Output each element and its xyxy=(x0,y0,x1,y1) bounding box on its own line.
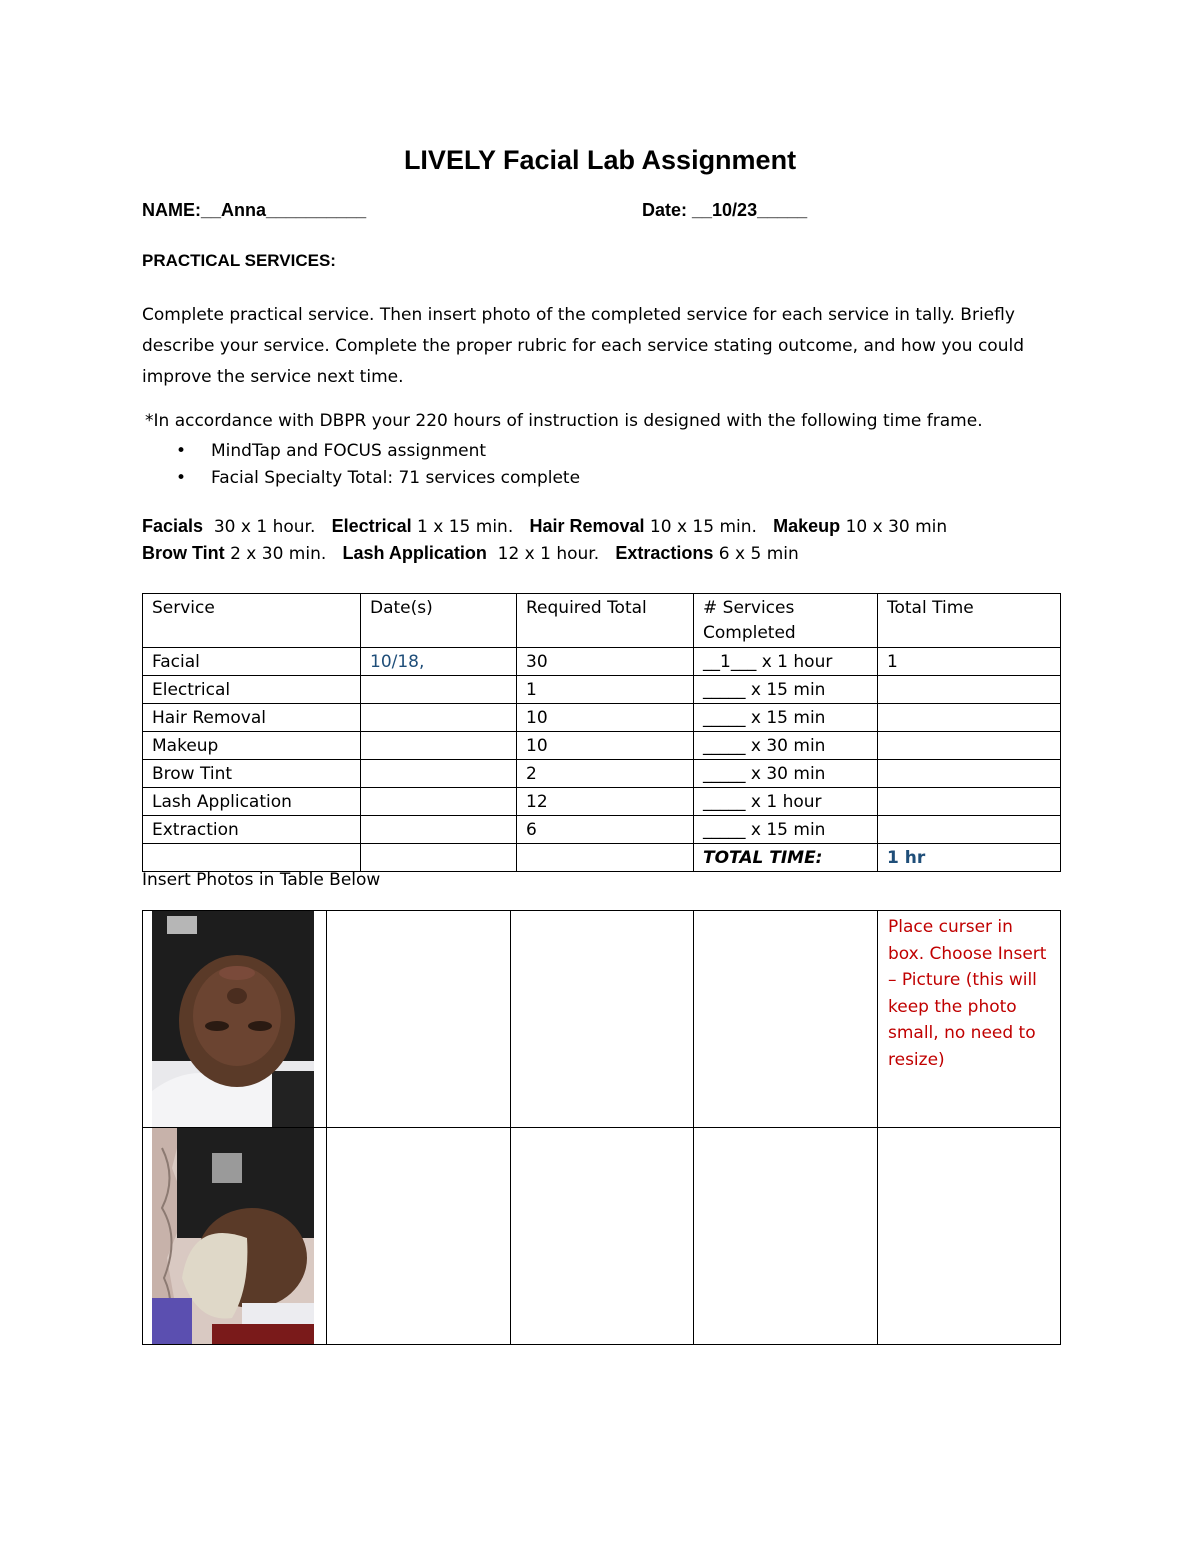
list-item: • Facial Specialty Total: 71 services complete xyxy=(176,468,581,488)
photo-cell[interactable] xyxy=(327,1128,511,1345)
photo-cell[interactable] xyxy=(143,911,327,1128)
table-cell: 1 xyxy=(517,676,694,704)
table-cell: Hair Removal xyxy=(143,704,361,732)
photo-row xyxy=(143,1128,1061,1345)
total-time-value: 1 hr xyxy=(878,844,1061,872)
header-cell: Date(s) xyxy=(361,594,517,648)
table-cell: Facial xyxy=(143,648,361,676)
photo-instructions-note: Place curser in box. Choose Insert – Picture (this will keep the photo small, no need to resize) xyxy=(888,917,1047,1070)
service-summary-line-1 xyxy=(142,516,947,537)
date-field: Date: __10/23_____ xyxy=(642,200,808,220)
facial-photo-2 xyxy=(152,1128,314,1344)
table-row xyxy=(143,816,1061,844)
table-cell: 10/18, xyxy=(361,648,517,676)
photo-table xyxy=(142,910,1061,1345)
table-cell xyxy=(878,760,1061,788)
photo-cell[interactable] xyxy=(511,1128,694,1345)
table-cell xyxy=(878,732,1061,760)
name-field: NAME:__Anna__________ xyxy=(142,200,367,220)
page-title: LIVELY Facial Lab Assignment xyxy=(403,145,797,175)
table-cell: Brow Tint xyxy=(143,760,361,788)
photo-cell[interactable] xyxy=(327,911,511,1128)
service-detail: 2 x 30 min. xyxy=(224,544,338,564)
face-photo-graphic xyxy=(152,1128,314,1344)
table-row xyxy=(143,704,1061,732)
photo-cell[interactable] xyxy=(694,911,878,1128)
service-detail: 10 x 15 min. xyxy=(644,517,768,537)
table-cell: 6 xyxy=(517,816,694,844)
service-detail: 1 x 15 min. xyxy=(411,517,525,537)
total-time-label: TOTAL TIME: xyxy=(694,844,878,872)
table-cell: __1___ x 1 hour xyxy=(694,648,878,676)
table-cell: Lash Application xyxy=(143,788,361,816)
table-cell: 12 xyxy=(517,788,694,816)
table-cell xyxy=(361,788,517,816)
table-row xyxy=(143,732,1061,760)
table-cell xyxy=(361,676,517,704)
photo-cell[interactable] xyxy=(878,1128,1061,1345)
photo-cell[interactable] xyxy=(511,911,694,1128)
table-cell xyxy=(878,816,1061,844)
table-cell xyxy=(878,704,1061,732)
service-detail: 30 x 1 hour. xyxy=(203,517,327,537)
service-detail: 10 x 30 min xyxy=(840,517,948,537)
table-cell: 10 xyxy=(517,732,694,760)
table-cell xyxy=(361,760,517,788)
table-row xyxy=(143,788,1061,816)
insert-photos-label: Insert Photos in Table Below xyxy=(142,870,381,890)
service-name: Hair Removal xyxy=(529,516,645,536)
table-cell xyxy=(361,844,517,872)
table-cell: Makeup xyxy=(143,732,361,760)
table-cell: 30 xyxy=(517,648,694,676)
service-name: Makeup xyxy=(773,516,841,536)
table-cell: _____ x 30 min xyxy=(694,760,878,788)
table-cell: _____ x 1 hour xyxy=(694,788,878,816)
table-cell: _____ x 15 min xyxy=(694,676,878,704)
service-name: Extractions xyxy=(615,543,714,563)
table-cell: Electrical xyxy=(143,676,361,704)
table-row xyxy=(143,676,1061,704)
service-detail: 6 x 5 min xyxy=(713,544,799,564)
table-cell xyxy=(878,676,1061,704)
service-name: Brow Tint xyxy=(142,543,225,563)
total-row xyxy=(143,844,1061,872)
practical-services-heading: PRACTICAL SERVICES: xyxy=(142,251,336,270)
bullet-text: Facial Specialty Total: 71 services complete xyxy=(211,468,581,488)
photo-cell[interactable] xyxy=(143,1128,327,1345)
face-photo-graphic xyxy=(152,911,314,1127)
table-cell: _____ x 15 min xyxy=(694,704,878,732)
header-cell: # Services Completed xyxy=(694,594,878,648)
table-cell xyxy=(878,788,1061,816)
photo-row xyxy=(143,911,1061,1128)
table-cell xyxy=(361,704,517,732)
table-cell xyxy=(361,732,517,760)
table-cell xyxy=(517,844,694,872)
table-cell: _____ x 15 min xyxy=(694,816,878,844)
header-cell: Service xyxy=(143,594,361,648)
service-tally-table xyxy=(142,593,1061,872)
list-item: • MindTap and FOCUS assignment xyxy=(176,441,487,461)
facial-photo-1 xyxy=(152,911,314,1127)
header-cell: Required Total xyxy=(517,594,694,648)
table-cell: Extraction xyxy=(143,816,361,844)
accordance-note: *In accordance with DBPR your 220 hours of instruction is designed with the following time frame. xyxy=(145,411,983,431)
table-cell xyxy=(361,816,517,844)
table-header-row xyxy=(143,594,1061,648)
table-cell xyxy=(143,844,361,872)
table-cell: _____ x 30 min xyxy=(694,732,878,760)
table-cell: 2 xyxy=(517,760,694,788)
table-row xyxy=(143,648,1061,676)
photo-cell[interactable] xyxy=(878,911,1061,1128)
service-name: Facials xyxy=(142,516,204,536)
service-name: Lash Application xyxy=(342,543,487,563)
service-summary-line-2 xyxy=(142,543,799,564)
photo-cell[interactable] xyxy=(694,1128,878,1345)
table-cell: 10 xyxy=(517,704,694,732)
table-row xyxy=(143,760,1061,788)
service-detail: 12 x 1 hour. xyxy=(486,544,610,564)
header-cell: Total Time xyxy=(878,594,1061,648)
bullet-text: MindTap and FOCUS assignment xyxy=(211,441,487,461)
instructions-paragraph: Complete practical service. Then insert photo of the completed service for each service in tally. Briefly describe your service. Complete the proper rubric for each service stating outcome, and how you could improve the service next time. xyxy=(142,305,1024,387)
service-name: Electrical xyxy=(331,516,412,536)
table-cell: 1 xyxy=(878,648,1061,676)
bullet-list xyxy=(176,438,580,492)
